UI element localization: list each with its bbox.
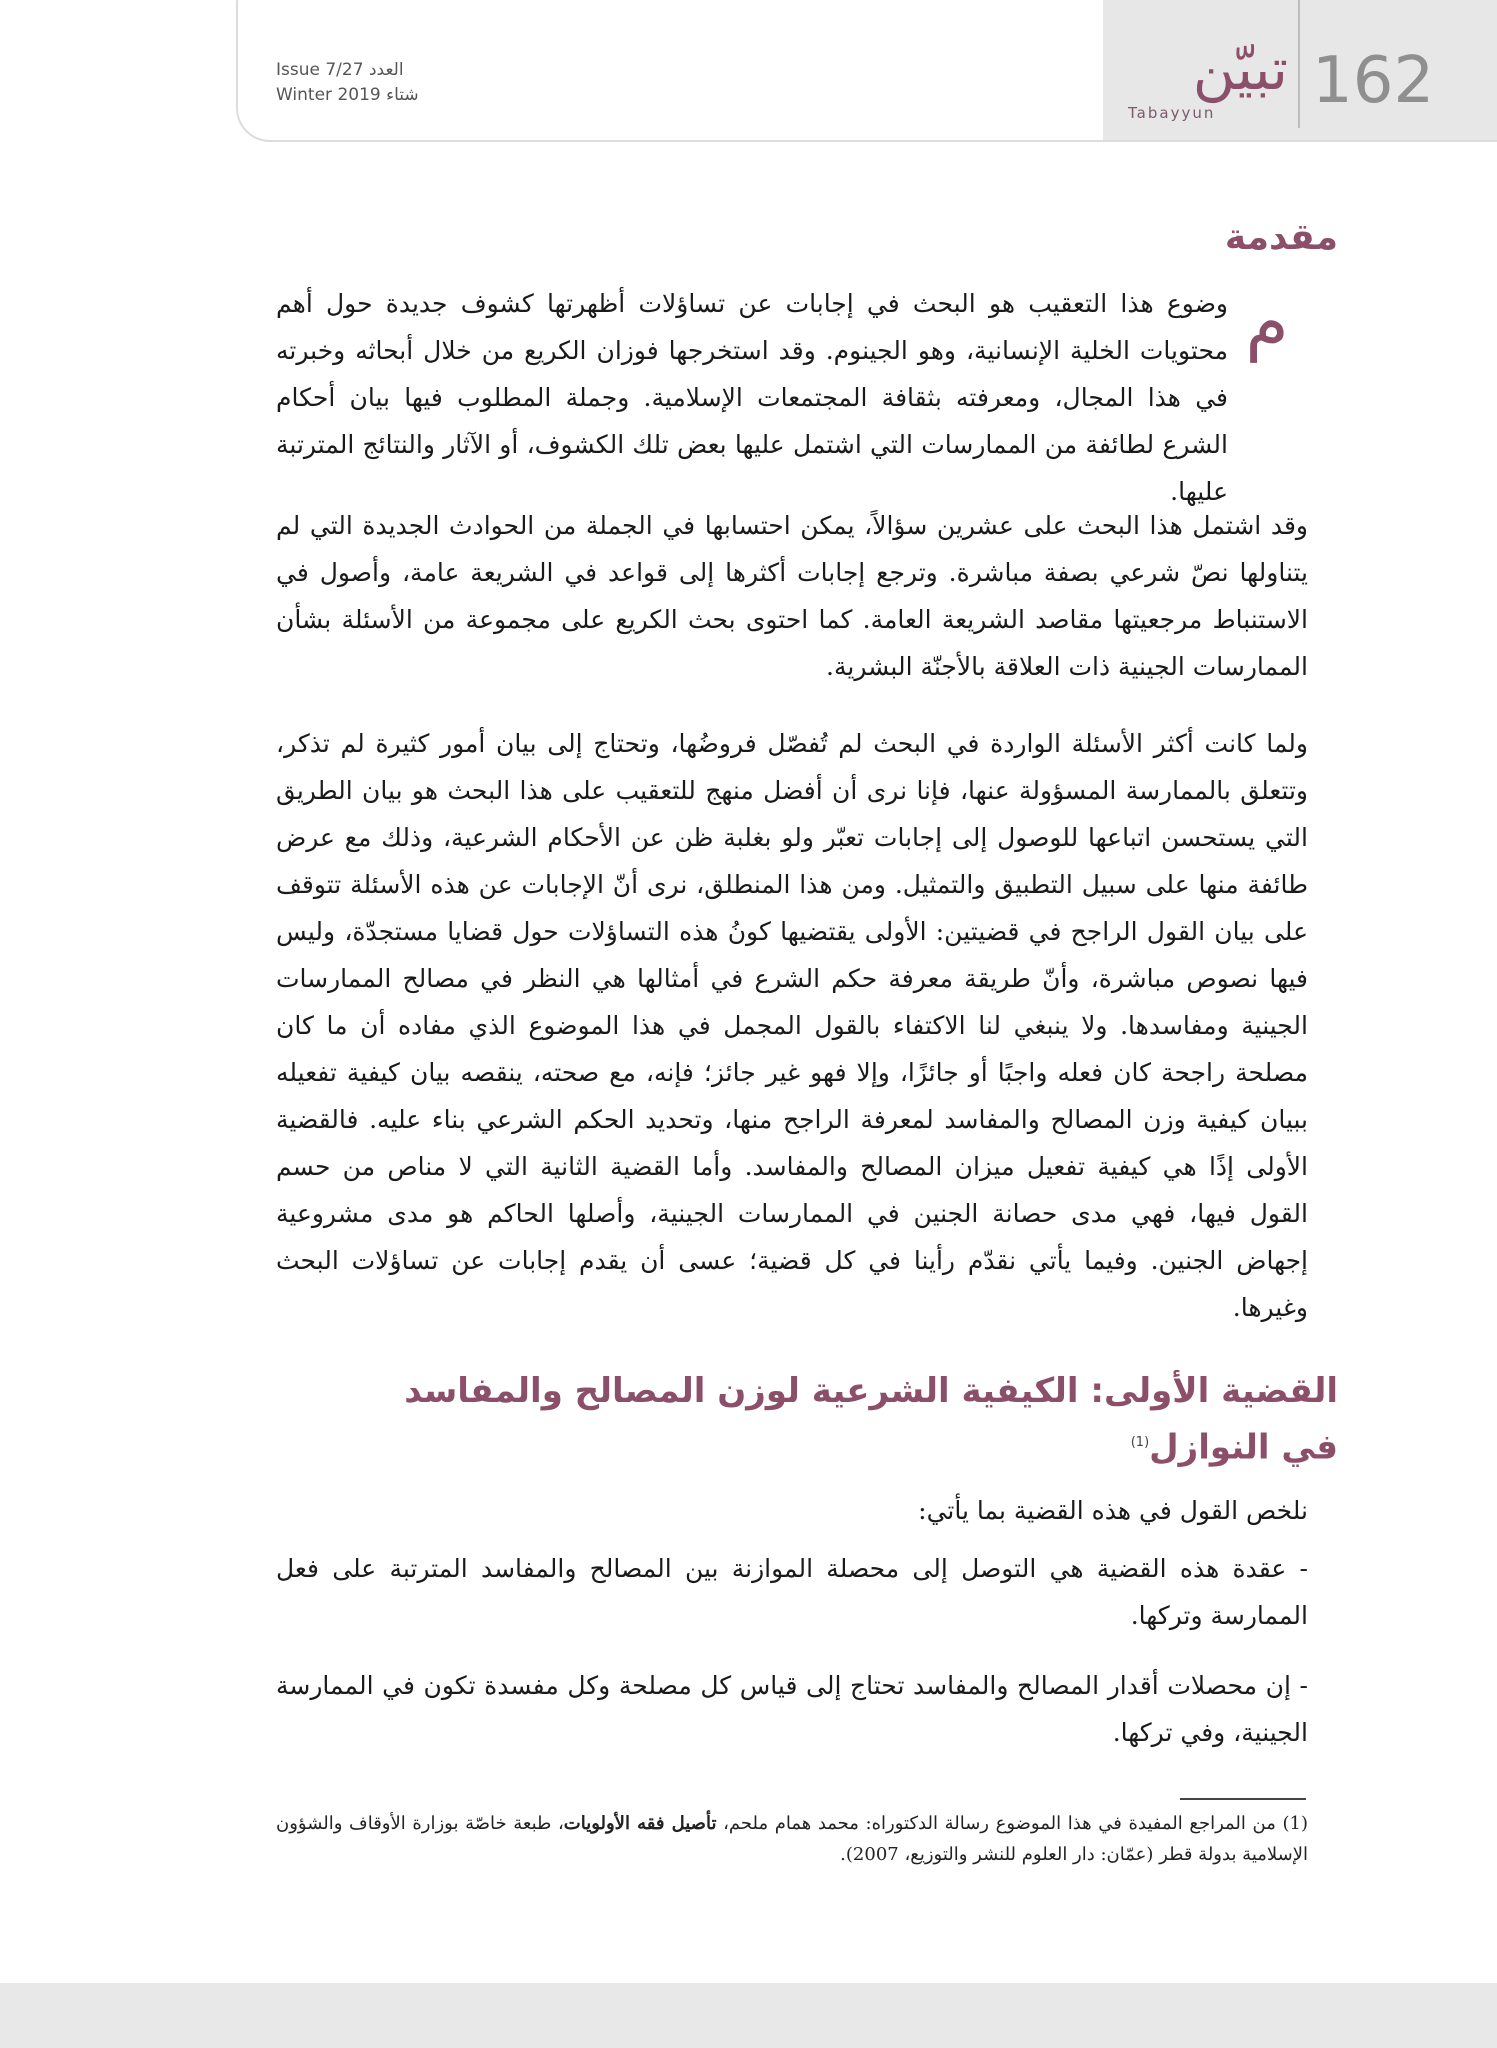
intro-paragraph-3: ولما كانت أكثر الأسئلة الواردة في البحث لم تُفصّل فروضُها، وتحتاج إلى بيان أمور كثيرة لم تذكر، وتتعلق بالممارسة المسؤولة عنها، فإنا نرى أن أفضل منهج للتعقيب على هذا البحث هو بيان الطريق التي يستحسن اتباعها للوصول إلى إجابات تعبّر ولو بغلبة ظن عن الأحكام الشرعية، وذلك مع عرض طائفة منها على سبيل التطبيق والتمثيل. ومن هذا المنطلق، نرى أنّ الإجابات عن هذه الأسئلة تتوقف على بيان القول الراجح في قضيتين: الأولى يقتضيها كونُ هذه التساؤلات حول قضايا مستجدّة، وليس فيها نصوص مباشرة، وأنّ طريقة معرفة حكم الشرع في أمثالها هي النظر في مصالح الممارسات الجينية ومفاسدها. ولا ينبغي لنا الاكتفاء بالقول المجمل في هذا الموضوع الذي مفاده أن ما كان مصلحة راجحة كان فعله واجبًا أو جائزًا، وإلا فهو غير جائز؛ فإنه، مع صحته، ينقصه بيان كيفية تفعيله ببيان كيفية وزن المصالح والمفاسد لمعرفة الراجح منها، وتحديد الحكم الشرعي بناء عليه. فالقضية الأولى إذًا هي كيفية تفعيل ميزان المصالح والمفاسد. وأما القضية الثانية التي لا مناص من حسم القول فيها، فهي مدى حصانة الجنين في الممارسات الجينية، وأصلها الحاكم هو مدى مشروعية إجهاض الجنين. وفيما يأتي نقدّم رأينا في كل قضية؛ عسى أن يقدم إجابات عن تساؤلات البحث وغيرها. [276, 729, 1308, 1322]
journal-logo-arabic: تبيّن [1192, 35, 1288, 103]
intro-paragraph-1: وضوع هذا التعقيب هو البحث في إجابات عن تساؤلات أظهرتها كشوف جديدة حول أهم محتويات الخلية الإنسانية، وهو الجينوم. وقد استخرجها فوزان الكريع من خلال أبحاثه وخبرته في هذا المجال، ومعرفته بثقافة المجتمعات الإسلامية. وجملة المطلوب فيها بيان أحكام الشرع لطائفة من الممارسات التي اشتمل عليها بعض تلك الكشوف، أو الآثار والنتائج المترتبة عليها. [276, 289, 1228, 506]
footnote-text-start: من المراجع المفيدة في هذا الموضوع رسالة الدكتوراه: محمد همام ملحم، [716, 1813, 1276, 1834]
footnote-reference[interactable]: (1) [1130, 1435, 1150, 1450]
footnote [276, 1808, 1308, 1870]
season-line: Winter 2019 شتاء [276, 85, 419, 105]
header-divider [1298, 0, 1300, 128]
issue-line: Issue 7/27 العدد [276, 60, 404, 80]
footnote-book-title: تأصيل فقه الأولويات [563, 1813, 717, 1834]
section-heading-intro: مقدمة [1224, 217, 1338, 258]
heading-line-1: القضية الأولى: الكيفية الشرعية لوزن المصالح والمفاسد [404, 1371, 1338, 1411]
issue-paragraph-3: - إن محصلات أقدار المصالح والمفاسد تحتاج إلى قياس كل مصلحة وكل مفسدة تكون في الممارسة الجينية، وفي تركها. [276, 1671, 1308, 1747]
footnote-text-end: ، طبعة خاصّة بوزارة الأوقاف والشؤون الإسلامية بدولة قطر (عمّان: دار العلوم للنشر والتوزيع، 2007). [276, 1813, 1308, 1865]
journal-logo-latin: Tabayyun [1128, 104, 1216, 122]
heading-line-2-text: في النوازل [1149, 1427, 1338, 1468]
bottom-band [0, 1983, 1497, 2048]
intro-paragraph-2: وقد اشتمل هذا البحث على عشرين سؤالاً، يمكن احتسابها في الجملة من الحوادث الجديدة التي لم يتناولها نصّ شرعي بصفة مباشرة. وترجع إجابات أكثرها إلى قواعد في الشريعة عامة، وأصول في الاستنباط مرجعيتها مقاصد الشريعة العامة. كما احتوى بحث الكريع على مجموعة من الأسئلة بشأن الممارسات الجينية ذات العلاقة بالأجنّة البشرية. [276, 511, 1308, 681]
journal-logo [1128, 35, 1288, 132]
drop-cap: م [1245, 281, 1289, 363]
issue-info [276, 58, 476, 108]
footnote-number: (1) [1282, 1813, 1308, 1834]
footnote-separator [1180, 1798, 1306, 1800]
issue-paragraph-1: نلخص القول في هذه القضية بما يأتي: [918, 1496, 1308, 1525]
section-heading-first-issue [276, 1365, 1338, 1473]
heading-line-2 [276, 1417, 1338, 1473]
issue-paragraph-2: - عقدة هذه القضية هي التوصل إلى محصلة الموازنة بين المصالح والمفاسد المترتبة على فعل الممارسة وتركها. [276, 1554, 1308, 1630]
page-number: 162 [1312, 44, 1435, 118]
